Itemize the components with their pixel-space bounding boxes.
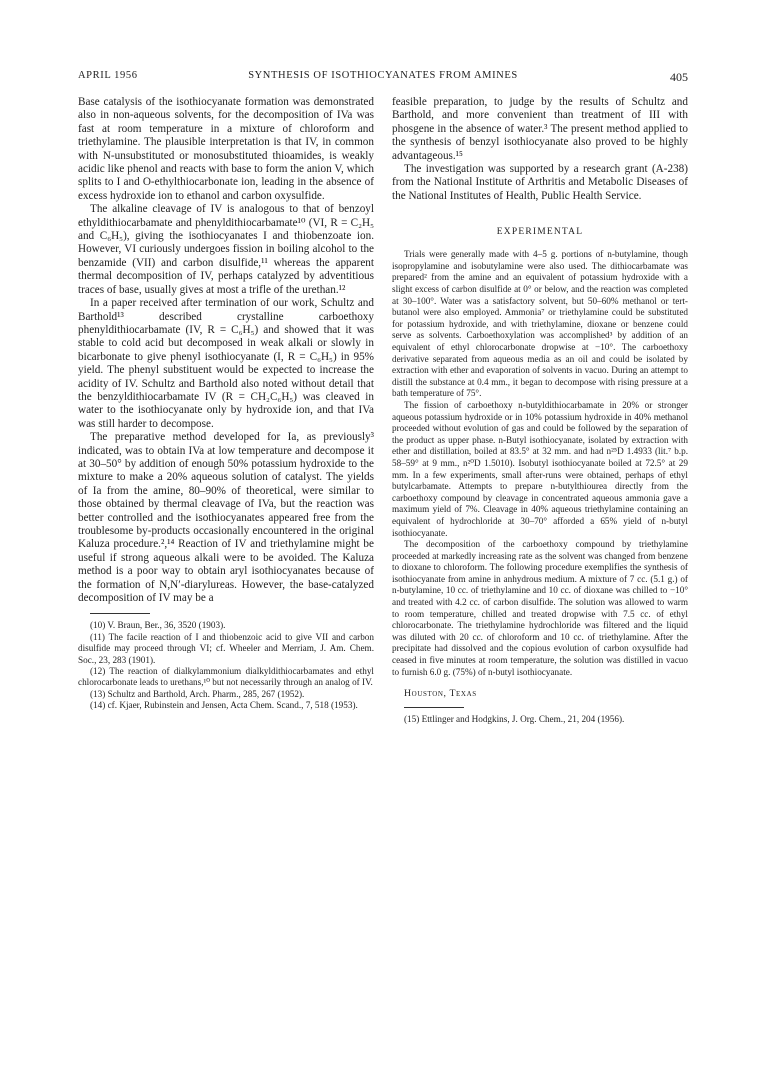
left-column xyxy=(78,96,374,712)
right-column xyxy=(392,96,688,726)
footnote: (15) Ettlinger and Hodgkins, J. Org. Chem., 21, 204 (1956). xyxy=(404,714,625,725)
header-date: APRIL 1956 xyxy=(78,70,138,81)
footnote: (13) Schultz and Barthold, Arch. Pharm., 285, 267 (1952). xyxy=(90,688,305,699)
footnote-divider xyxy=(404,707,464,708)
footnote: (12) The reaction of dialkylammonium dialkyldithiocarbamates and ethyl chlorocarbonate leads to urethans,¹⁰ but not necessarily through an analog of IV. xyxy=(78,666,374,688)
experimental-paragraph: The fission of carboethoxy n-butyldithiocarbamate in 20% or stronger aqueous potassium hydroxide or in 10% potassium hydroxide in 40% methanol proceeded without evolution of gas and could be followed by the separation of the product as upper phase. n-Butyl isothiocyanate, isolated by extraction with ether and distillation, boiled at 83.5° at 32 mm. and had n²⁵D 1.4933 (lit.⁷ b.p. 58–59° at 9 mm., n²⁰D 1.5010). Isobutyl isothiocyanate boiled at 72.5° at 29 mm. In a few experiments, small after-runs were obtained, perhaps of ethyl butylcarbamate. Attempts to prepare n-butylthiourea directly from the carboethoxy compound by cleavage in concentrated aqueous ammonia gave a maximum yield of 7%. Cleavage in 40% aqueous triethylamine containing an equivalent of hydrochloride at 30–70° afforded a 65% yield of n-butyl isothiocyanate. xyxy=(392,399,688,538)
footnote: (11) The facile reaction of I and thiobenzoic acid to give VII and carbon disulfide may proceed through VI; cf. Wheeler and Merriam, J. Am. Chem. Soc., 23, 283 (1901). xyxy=(78,631,374,665)
running-head xyxy=(78,70,688,84)
body-paragraph: The preparative method developed for Ia, as previously³ indicated, was to obtain IVa at low temperature and decompose it at 30–50° by addition of enough 50% potassium hydroxide to the mixture to make a 20% aqueous solution of catalyst. The yields of Ia from the amine, 80–90% of theoretical, were similar to those obtained by thermal cleavage of IVa, but the reaction was better controlled and the isothiocyanates appeared free from the troublesome by-products occasionally encountered in the original Kaluza procedure.²,¹⁴ Reaction of IV and triethylamine might be useful if strong aqueous alkali were to be avoided. The Kaluza method is a poor way to obtain aryl isothiocyanates because of the formation of N,N′-diarylureas. However, the base-catalyzed decomposition of IV may be a xyxy=(78,431,374,605)
header-title: SYNTHESIS OF ISOTHIOCYANATES FROM AMINES xyxy=(248,70,518,81)
body-paragraph: The alkaline cleavage of IV is analogous to that of benzoyl ethyldithiocarbamate and phenyldithiocarbamate¹⁰ (VI, R = C₂H₅ and C₆H₅), giving the isothiocyanates I and thiobenzoate ion. However, VI curiously undergoes fission in boiling alcohol to the benzamide (VII) and carbon disulfide,¹¹ whereas the apparent thermal decomposition of IV, perhaps catalyzed by adventitious traces of base, usually gives at most a trifle of the urethan.¹² xyxy=(78,203,374,296)
footnote: (10) V. Braun, Ber., 36, 3520 (1903). xyxy=(90,620,226,631)
footnote: (14) cf. Kjaer, Rubinstein and Jensen, Acta Chem. Scand., 7, 518 (1953). xyxy=(90,700,358,711)
acknowledgment-paragraph: The investigation was supported by a research grant (A-238) from the National Institute of Arthritis and Metabolic Diseases of the National Institutes of Health, Public Health Service. xyxy=(392,163,688,202)
page-number: 405 xyxy=(670,70,688,84)
body-paragraph: Base catalysis of the isothiocyanate formation was demonstrated also in non-aqueous solvents, for the decomposition of IVa was fast at room temperature in a mixture of chloroform and triethylamine. The plausible interpretation is that IV, in common with N-unsubstituted or monosubstituted thioamides, is weakly acidic like phenol and reacts with base to form the anion V, which splits to I and O-ethylthiocarbonate ion, leading in the absence of excess hydroxide ion to ethanol and carbon oxysulfide. xyxy=(78,96,374,202)
experimental-paragraph: The decomposition of the carboethoxy compound by triethylamine proceeded at markedly increasing rate as the solvent was changed from benzene to dioxane to chloroform. The following procedure exemplifies the synthesis of isothiocyanate from amine in anhydrous medium. A mixture of 7 cc. (5.1 g.) of n-butylamine, 10 cc. of triethylamine and 10 cc. of dioxane was chilled to −10° and treated with 4.2 cc. of carbon disulfide. The solution was allowed to warm to room temperature, chilled and treated dropwise with 7.5 cc. of ethyl chlorocarbonate. The triethylamine hydrochloride was filtered and the liquid was diluted with 20 cc. of chloroform and 10 cc. of triethylamine. After the precipitate had dissolved and the copious evolution of carbon oxysulfide had ceased in five minutes at room temperature, the solution was distilled in vacuo to furnish 6.0 g. (75%) of n-butyl isothiocyanate. xyxy=(392,539,688,677)
body-paragraph: feasible preparation, to judge by the results of Schultz and Barthold, and more convenient than treatment of III with phosgene in the absence of water.³ The present method applied to the synthesis of benzyl isothiocyanate also proved to be highly advantageous.¹⁵ xyxy=(392,96,688,162)
experimental-paragraph: Trials were generally made with 4–5 g. portions of n-butylamine, though isopropylamine and isobutylamine were also used. The dithiocarbamate was prepared² from the amine and an equivalent of potassium hydroxide with a slight excess of carbon disulfide at 0° or below, and the reaction was completed at 30–100°. Water was a satisfactory solvent, but 50–60% methanol or tert-butanol were also employed. Ammonia⁷ or triethylamine could be substituted for potassium hydroxide, and with triethylamine, dioxane or benzene could serve as solvents. Carboethoxylation was accomplished³ by addition of an equivalent of ethyl chlorocarbonate dropwise at −10°. The carboethoxy derivative separated from aqueous media as an oil and could be isolated by extraction with ether and evaporation of solvents in vacuo. During an attempt to distill the substance at 0.4 mm., it began to decompose with rising pressure at a bath temperature of 75°. xyxy=(392,249,688,399)
author-location: Houston, Texas xyxy=(404,688,477,700)
footnote-divider xyxy=(90,613,150,614)
body-paragraph: In a paper received after termination of our work, Schultz and Barthold¹³ described crystalline carboethoxy phenyldithiocarbamate (IV, R = C₆H₅) and showed that it was stable to cold acid but decomposed in weak alkali or slowly in bicarbonate to give phenyl isothiocyanate (I, R = C₆H₅) in 95% yield. The phenyl substituent would be expected to increase the acidity of IV. Schultz and Barthold also noted without detail that the benzyldithiocarbamate IV (R = CH₂C₆H₅) was cleaved in water to the isothiocyanate only by hydroxide ion, and that IVa was still harder to decompose. xyxy=(78,297,374,430)
experimental-heading: EXPERIMENTAL xyxy=(496,227,584,238)
